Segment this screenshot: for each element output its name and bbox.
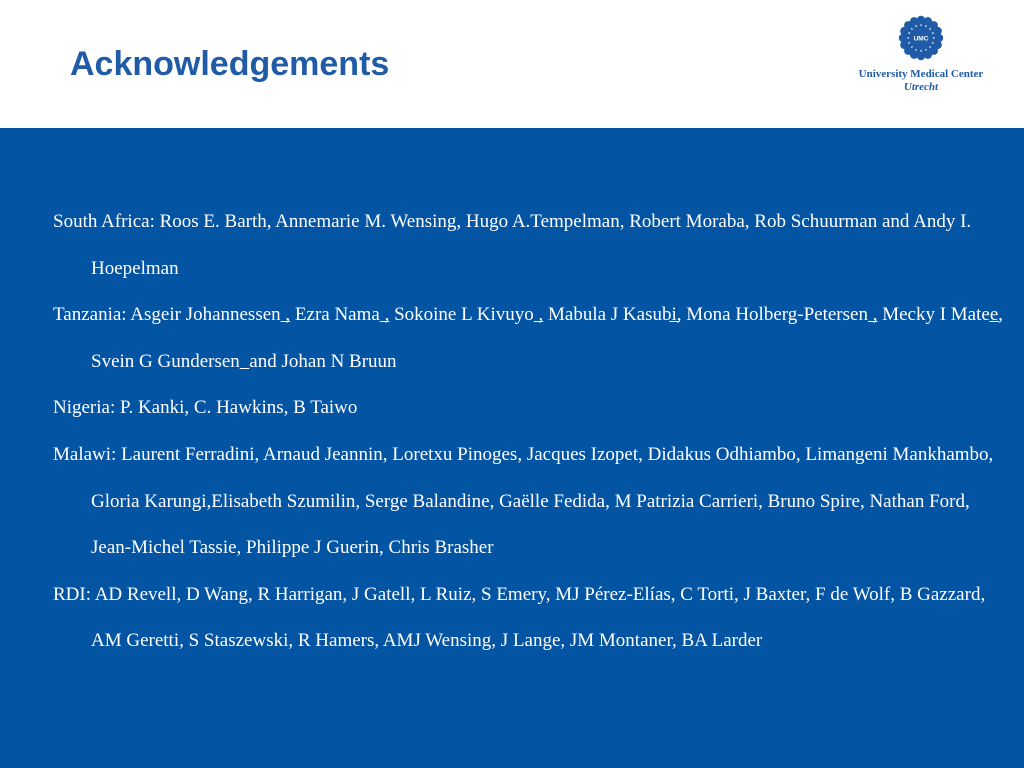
ack-rdi: RDI: AD Revell, D Wang, R Harrigan, J Gatell, L Ruiz, S Emery, MJ Pérez-Elías, C Torti, J Baxter, F de Wolf, B Gazzard, AM Geretti, S Staszewski, R Hamers, AMJ Wensing, J Lange, JM Montaner, BA Larder bbox=[53, 583, 986, 652]
ack-south-africa: South Africa: Roos E. Barth, Annemarie M. Wensing, Hugo A.Tempelman, Robert Moraba, Rob Schuurman and Andy I. Hoepelman bbox=[53, 211, 972, 279]
ack-nigeria: Nigeria: P. Kanki, C. Hawkins, B Taiwo bbox=[53, 397, 358, 419]
logo-mark-text: UMC bbox=[913, 35, 929, 43]
slide-title: Acknowledgements bbox=[70, 45, 390, 83]
sunburst-logo-icon bbox=[897, 14, 945, 62]
ack-malawi: Malawi: Laurent Ferradini, Arnaud Jeannin, Loretxu Pinoges, Jacques Izopet, Didakus Odhiambo, Limangeni Mankhambo, Gloria Karungi,Elisabeth Szumilin, Serge Balandine, Gaëlle Fedida, M Patrizia Carrieri, Bruno Spire, Nathan Ford, Jean-Michel Tassie, Philippe J Guerin, Chris Brasher bbox=[53, 443, 994, 559]
ack-tanzania: Tanzania: Asgeir Johannessen ̲, Ezra Nama ̲, Sokoine L Kivuyo ̲, Mabula J Kasubi̲, Mona Holberg-Petersen ̲, Mecky I Matee̲, Svein G Gundersen ̲ and Johan N Bruun bbox=[53, 304, 1004, 372]
content-panel bbox=[0, 128, 1024, 768]
logo-name: University Medical Center bbox=[858, 68, 984, 80]
umc-utrecht-logo bbox=[846, 14, 996, 104]
logo-city: Utrecht bbox=[903, 81, 939, 93]
acknowledgements-list bbox=[53, 199, 1003, 665]
slide-header bbox=[0, 0, 1024, 128]
